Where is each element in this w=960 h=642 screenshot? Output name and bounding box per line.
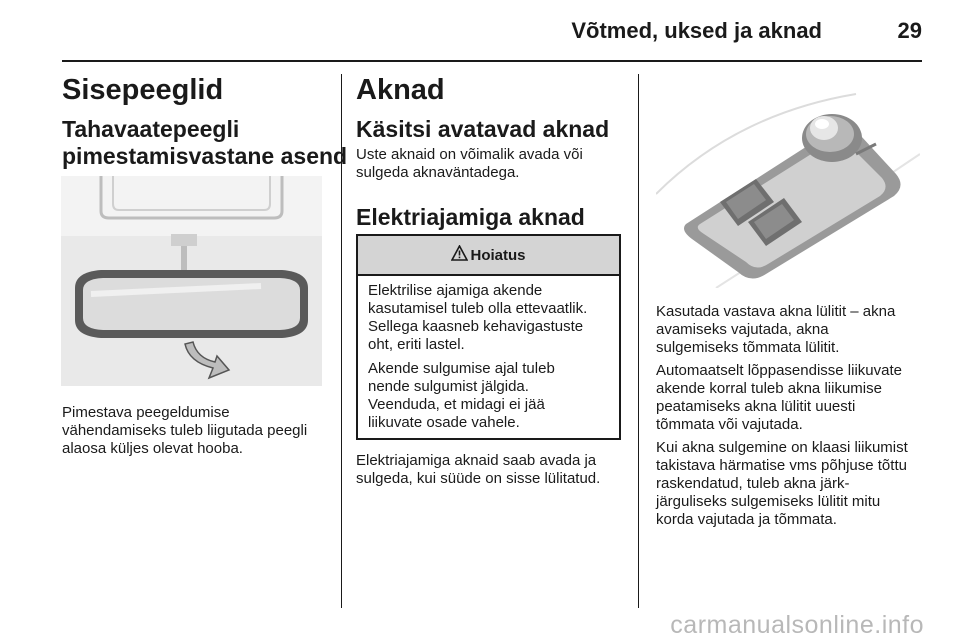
manual-windows-text-line-1: Uste aknaid on võimalik avada või	[356, 146, 583, 163]
right-p2-line-4: tõmmata või vajutada.	[656, 416, 803, 433]
mirror-caption-line-3: alaosa küljes olevat hooba.	[62, 440, 243, 457]
power-windows-text-line-1: Elektriajamiga aknaid saab avada ja	[356, 452, 597, 469]
right-p3-line-4: järguliseks sulgemiseks lülitit mitu	[656, 493, 881, 510]
right-p3-line-5: korda vajutada ja tõmmata.	[656, 511, 837, 528]
mirror-caption-line-1: Pimestava peegeldumise	[62, 404, 230, 421]
right-p2-line-1: Automaatselt lõppasendisse liikuvate	[656, 362, 902, 379]
warning-p2-line-3: Veenduda, et midagi ei jää	[368, 396, 545, 413]
warning-paragraph-1	[368, 282, 609, 354]
warning-p1-line-4: oht, eriti lastel.	[368, 336, 465, 353]
warning-p2-line-4: liikuvate osade vahele.	[368, 414, 520, 431]
window-switch-illustration	[656, 74, 920, 288]
warning-header	[358, 236, 619, 276]
section-heading-aknad: Aknad	[356, 74, 445, 106]
header-title: Võtmed, uksed ja aknad	[571, 18, 822, 43]
section-heading-sisepeeglid: Sisepeeglid	[62, 74, 224, 106]
right-p3-line-3: raskendatud, tuleb akna järk-	[656, 475, 850, 492]
warning-box	[356, 234, 621, 440]
watermark: carmanualsonline.info	[670, 611, 924, 639]
right-p3-line-1: Kui akna sulgemine on klaasi liikumist	[656, 439, 908, 456]
right-p3-line-2: takistava härmatise vms põhjuse tõttu	[656, 457, 907, 474]
warning-p1-line-3: Sellega kaasneb kehavigastuste	[368, 318, 584, 335]
header-rule	[62, 60, 922, 62]
subheading-line-1: Tahavaatepeegli	[62, 116, 240, 142]
subheading-line-2: pimestamisvastane asend	[62, 143, 348, 169]
warning-p1-line-1: Elektrilise ajamiga akende	[368, 282, 543, 299]
warning-p2-line-1: Akende sulgumise ajal tuleb	[368, 360, 555, 377]
warning-title: Hoiatus	[470, 246, 526, 264]
right-p1-line-2: avamiseks vajutada, akna	[656, 321, 829, 338]
right-p1-line-3: sulgemiseks tõmmata lülitit.	[656, 339, 840, 356]
warning-p2-line-2: nende sulgumist jälgida.	[368, 378, 529, 395]
page-number: 29	[897, 18, 922, 43]
subheading-manual-windows: Käsitsi avatavad aknad	[356, 116, 610, 142]
right-p1-line-1: Kasutada vastava akna lülitit – akna	[656, 303, 896, 320]
warning-triangle-icon	[451, 245, 468, 265]
page-header	[62, 14, 922, 54]
manual-windows-text-line-2: sulgeda aknaväntadega.	[356, 164, 520, 181]
mirror-caption-line-2: vähendamiseks tuleb liigutada peegli	[62, 422, 308, 439]
rearview-mirror-illustration	[61, 176, 322, 386]
subheading-power-windows: Elektriajamiga aknad	[356, 204, 585, 230]
warning-paragraph-2	[368, 360, 609, 432]
power-windows-text-line-2: sulgeda, kui süüde on sisse lülitatud.	[356, 470, 601, 487]
warning-p1-line-2: kasutamisel tuleb olla ettevaatlik.	[368, 300, 588, 317]
column-divider-right	[638, 74, 639, 608]
right-p2-line-3: peatamiseks akna lülitit uuesti	[656, 398, 856, 415]
right-p2-line-2: akende korral tuleb akna liikumise	[656, 380, 882, 397]
